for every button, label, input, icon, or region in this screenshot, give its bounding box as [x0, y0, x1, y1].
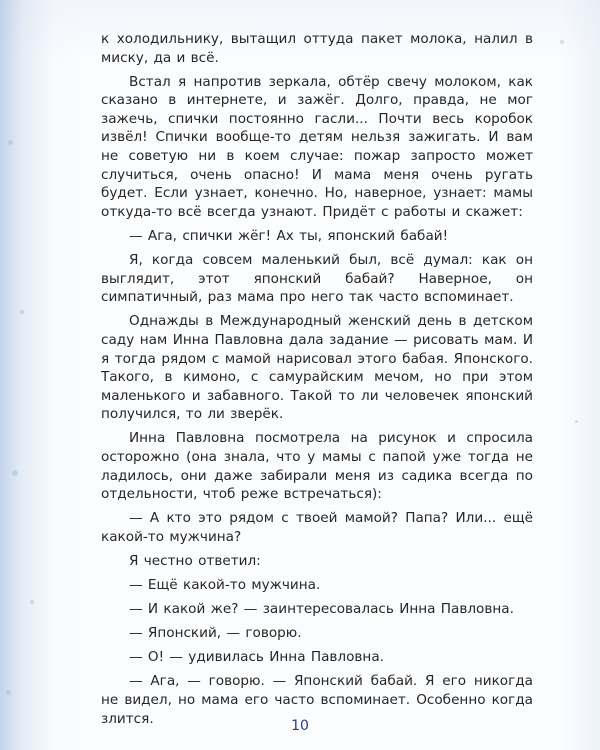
dialogue-line: — Ага, спички жёг! Ах ты, японский бабай!: [129, 227, 449, 244]
page-number: 10: [291, 718, 309, 734]
paper-speck: [12, 470, 18, 476]
paper-speck: [8, 140, 13, 145]
paper-speck: [6, 690, 11, 695]
paper-speck: [30, 600, 34, 604]
paper-speck: [560, 40, 564, 44]
dialogue-line: — Японский, — говорю.: [129, 625, 302, 642]
paragraph-teacher: Инна Павловна посмотрела на рисунок и спросила осторожно (она знала, что у мамы с папой уже тогда не ладилось, они даже забирали меня из садика всегда по отдельности, чтоб реже встречаться):: [101, 430, 533, 503]
dialogue-line: — Ага, — говорю. — Японский бабай. Я его никогда не видел, но мама его часто вспоминает. Особенно когда злится.: [101, 673, 533, 727]
paper-speck: [575, 420, 578, 423]
paragraph-answer: Я честно ответил:: [129, 552, 261, 569]
dialogue-line: — И какой же? — заинтересовалась Инна Павловна.: [129, 601, 514, 618]
dialogue-line: — О! — удивилась Инна Павловна.: [129, 649, 384, 666]
paper-speck: [20, 310, 24, 314]
dialogue-line: — А кто это рядом с твоей мамой? Папа? Или... ещё какой-то мужчина?: [101, 510, 533, 545]
dialogue-line: — Ещё какой-то мужчина.: [129, 577, 321, 594]
paragraph-candle: Встал я напротив зеркала, обтёр свечу молоком, как сказано в интернете, и зажёг. Долго, правда, не мог зажечь, спички постоянно гасли... Почти весь коробок извёл! Спички вообще-то детям нельзя зажигать. И вам не советую ни в коем случае: пожар запросто может случиться, очень опасно! И мама меня очень ругать будет. Если узнает, конечно. Но, наверное, узнает: мамы откуда-то всё всегда узнают. Придёт с работы и скажет:: [101, 73, 533, 220]
paragraph-kindergarten: Однажды в Международный женский день в детском саду нам Инна Павловна дала задание — рисовать мам. И я тогда рядом с мамой нарисовал этого бабая. Японского. Такого, в кимоно, с самурайским мечом, но при этом маленького и забавного. Такой то ли человечек японский получился, то ли зверёк.: [101, 313, 533, 423]
body-text: [101, 30, 533, 734]
paragraph-thought: Я, когда совсем маленький был, всё думал: как он выглядит, этот японский бабай? Наверное, он симпатичный, раз мама про него так часто вспоминает.: [101, 252, 533, 306]
paragraph-continuation: к холодильнику, вытащил оттуда пакет молока, налил в миску, да и всё.: [101, 31, 533, 66]
